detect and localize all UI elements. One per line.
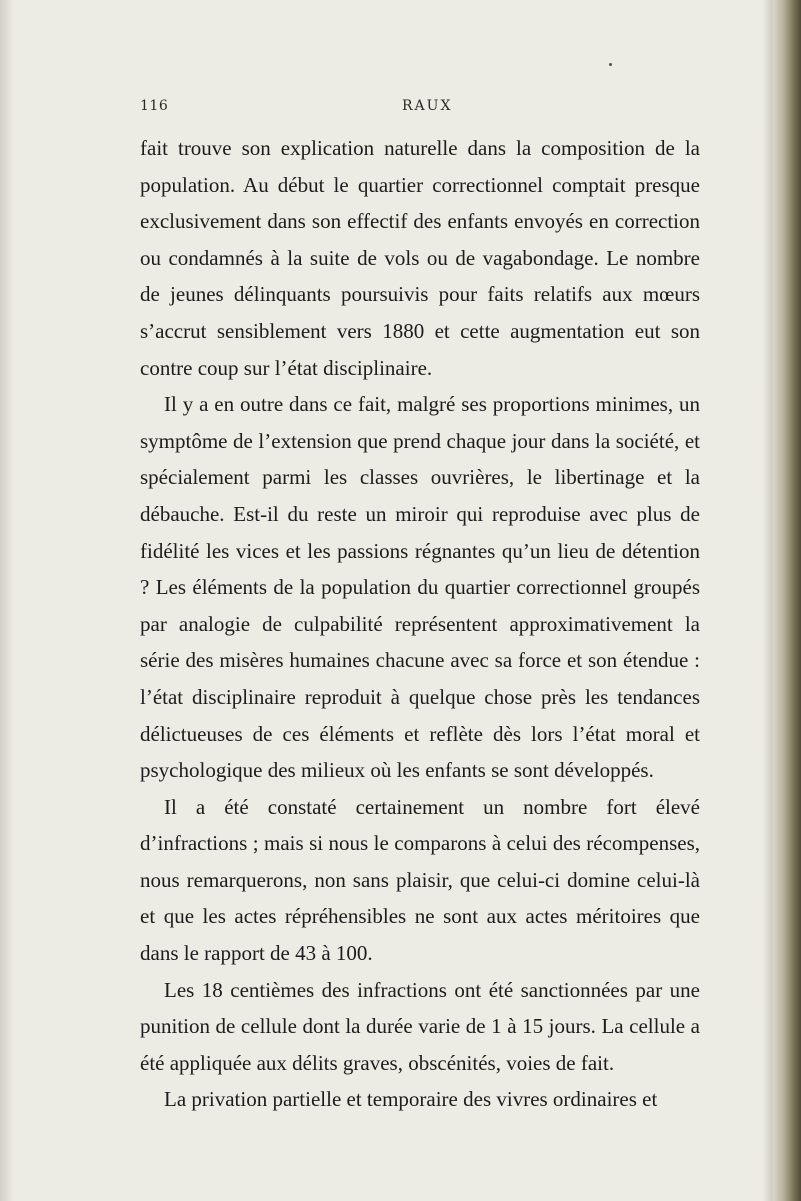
page-left-margin [0,0,14,1201]
paragraph-2: Il y a en outre dans ce fait, malgré ses proportions minimes, un symptôme de l’extension que prend chaque jour dans la société, et spécialement parmi les classes ouvrières, le libertinage et la débauche. Est-il du reste un miroir qui reproduise avec plus de fidélité les vices et les passions régnantes qu’un lieu de détention ? Les éléments de la population du quartier correctionnel groupés par analogie de culpabilité représentent approximativement la série des misères humaines chacune avec sa force et son étendue : l’état disciplinaire reproduit à quelque chose près les tendances délictueuses de ces éléments et reflète dès lors l’état moral et psychologique des milieux où les enfants se sont développés. [140,392,700,783]
body-text [140,130,700,1118]
running-head: RAUX [402,98,453,114]
paragraph-5: La privation partielle et temporaire des vivres ordinaires et [164,1087,658,1112]
page-header [140,98,700,120]
paragraph-3: Il a été constaté certainement un nombre fort élevé d’infractions ; mais si nous le comparons à celui des récompenses, nous remarquerons, non sans plaisir, que celui-ci domine celui-là et que les actes répréhensibles ne sont aux actes méritoires que dans le rapport de 43 à 100. [140,794,700,966]
paragraph-1: fait trouve son explication naturelle dans la composition de la population. Au début le quartier correctionnel comptait presque exclusivement dans son effectif des enfants envoyés en correction ou condamnés à la suite de vols ou de vagabondage. Le nombre de jeunes délinquants poursuivis pour faits relatifs aux mœurs s’accrut sensiblement vers 1880 et cette augmentation eut son contre coup sur l’état disciplinaire. [140,136,700,380]
paper-speck [609,63,612,66]
page-number: 116 [140,98,169,114]
binding-shadow [763,0,773,1201]
book-binding-edge [773,0,801,1201]
paragraph-4: Les 18 centièmes des infractions ont été sanctionnées par une punition de cellule dont la durée varie de 1 à 15 jours. La cellule a été appliquée aux délits graves, obscénités, voies de fait. [140,977,700,1075]
